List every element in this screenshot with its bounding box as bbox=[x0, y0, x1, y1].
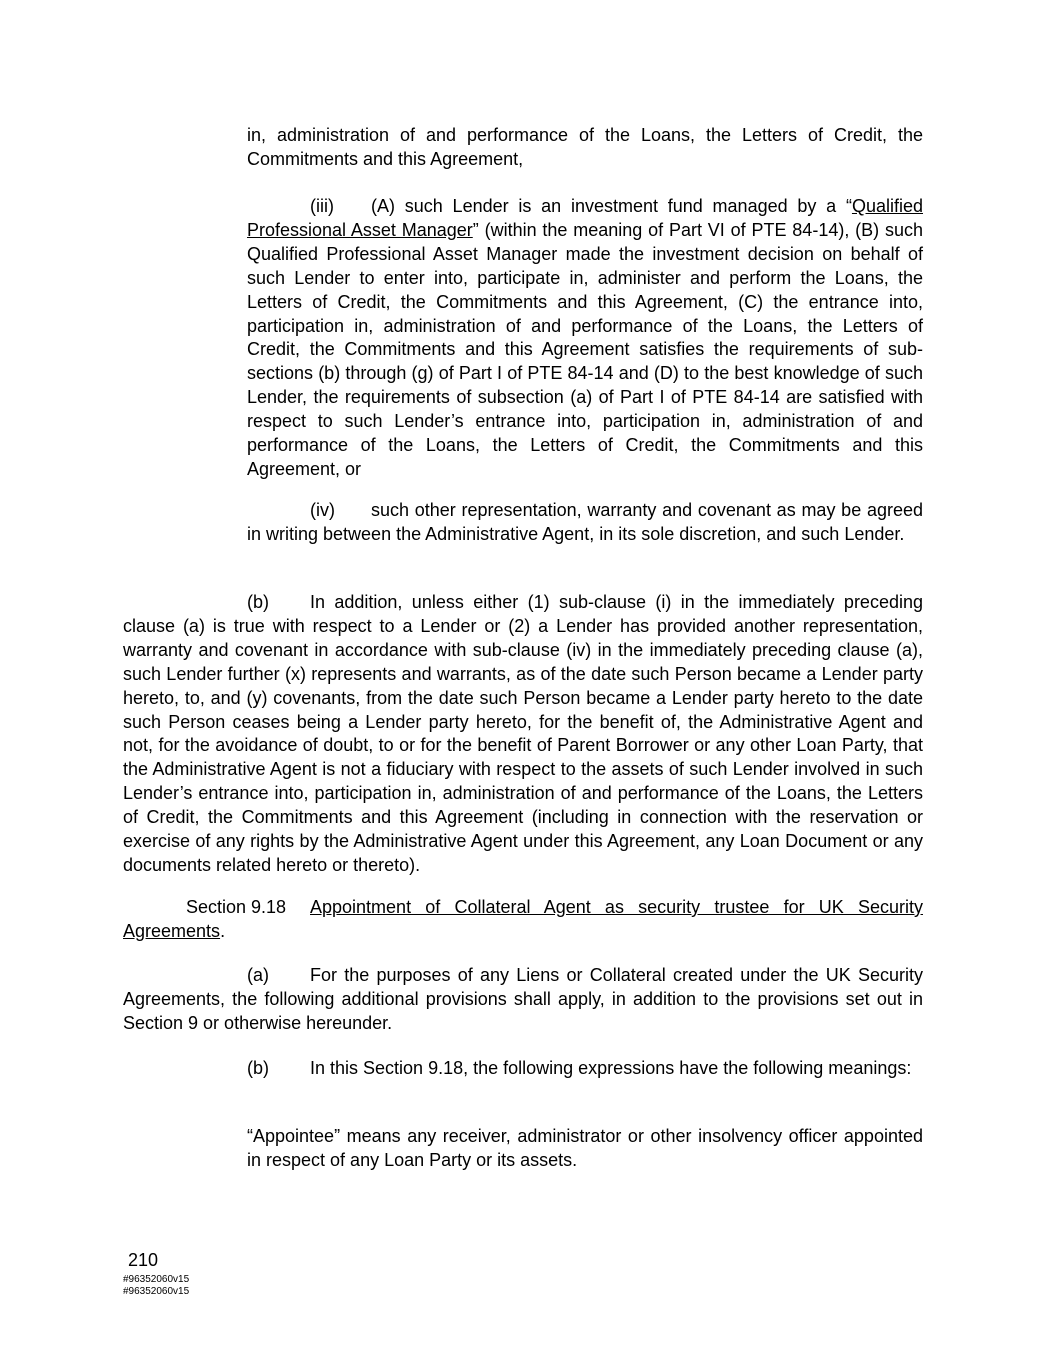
defined-term: Qualified Professional Asset Manager bbox=[247, 196, 923, 240]
clause-label: (b) bbox=[247, 592, 269, 612]
paragraph-continuation bbox=[247, 124, 923, 172]
section-heading bbox=[123, 896, 923, 944]
clause-b bbox=[123, 591, 923, 878]
clause-iv bbox=[247, 499, 923, 547]
clause-label: (iii) bbox=[310, 196, 334, 216]
clause-text: For the purposes of any Liens or Collateral created under the UK Security Agreements, the following additional provisions shall apply, in addition to the provisions set out in Section 9 or otherwise hereunder. bbox=[123, 965, 923, 1033]
section-number: Section 9.18 bbox=[186, 897, 287, 917]
clause-text-post: ” (within the meaning of Part VI of PTE 84-14), (B) such Qualified Professional Asset Manager made the investment decision on behalf of such Lender to enter into, participate in, administer and perform the Loans, the Letters of Credit, the Commitments and this Agreement, (C) the entrance into, participation in, administration of and performance of the Loans, the Letters of Credit, the Commitments and this Agreement satisfies the requirements of sub-sections (b) through (g) of Part I of PTE 84-14 and (D) to the best knowledge of such Lender, the requirements of subsection (a) of Part I of PTE 84-14 are satisfied with respect to such Lender’s entrance into, participation in, administration of and performance of the Loans, the Letters of Credit, the Commitments and this Agreement, or bbox=[247, 219, 923, 479]
clause-text: In addition, unless either (1) sub-clause (i) in the immediately preceding clause (a) is true with respect to a Lender or (2) a Lender has provided another representation, warranty and covenant in accordance with sub-clause (iv) in the immediately preceding clause (a), such Lender further (x) represents and warrants, as of the date such Person became a Lender party hereto, to, and (y) covenants, from the date such Person became a Lender party hereto to the date such Person ceases being a Lender party hereto, for the benefit of, the Administrative Agent and not, for the avoidance of doubt, to or for the benefit of Parent Borrower or any other Loan Party, that the Administrative Agent is not a fiduciary with respect to the assets of such Lender involved in such Lender’s entrance into, participation in, administration of and performance of the Loans, the Letters of Credit, the Commitments and this Agreement (including in connection with the reservation or exercise of any rights by the Administrative Agent under this Agreement, any Loan Document or any documents related hereto or thereto). bbox=[123, 592, 923, 875]
clause-label: (iv) bbox=[310, 500, 335, 520]
definition-text: “Appointee” means any receiver, administrator or other insolvency officer appointed in respect of any Loan Party or its assets. bbox=[247, 1126, 923, 1170]
clause-label: (a) bbox=[247, 965, 269, 985]
clause-text: In this Section 9.18, the following expressions have the following meanings: bbox=[310, 1058, 912, 1078]
section-title-end: . bbox=[220, 920, 226, 941]
section-title: Appointment of Collateral Agent as security trustee for UK Security Agreements bbox=[123, 897, 923, 941]
paragraph-text: in, administration of and performance of the Loans, the Letters of Credit, the Commitments and this Agreement, bbox=[247, 125, 923, 169]
clause-iii bbox=[247, 195, 923, 482]
document-id: #96352060v15 bbox=[123, 1274, 190, 1285]
clause-label: (b) bbox=[247, 1058, 269, 1078]
definition-appointee bbox=[247, 1125, 923, 1173]
document-id: #96352060v15 bbox=[123, 1286, 190, 1297]
clause-text-pre: (A) such Lender is an investment fund managed by a “ bbox=[371, 196, 852, 216]
clause-text: such other representation, warranty and covenant as may be agreed in writing between the Administrative Agent, in its sole discretion, and such Lender. bbox=[247, 500, 923, 544]
clause-b-definitions bbox=[123, 1057, 923, 1081]
clause-a bbox=[123, 964, 923, 1036]
page-number: 210 bbox=[128, 1250, 159, 1270]
